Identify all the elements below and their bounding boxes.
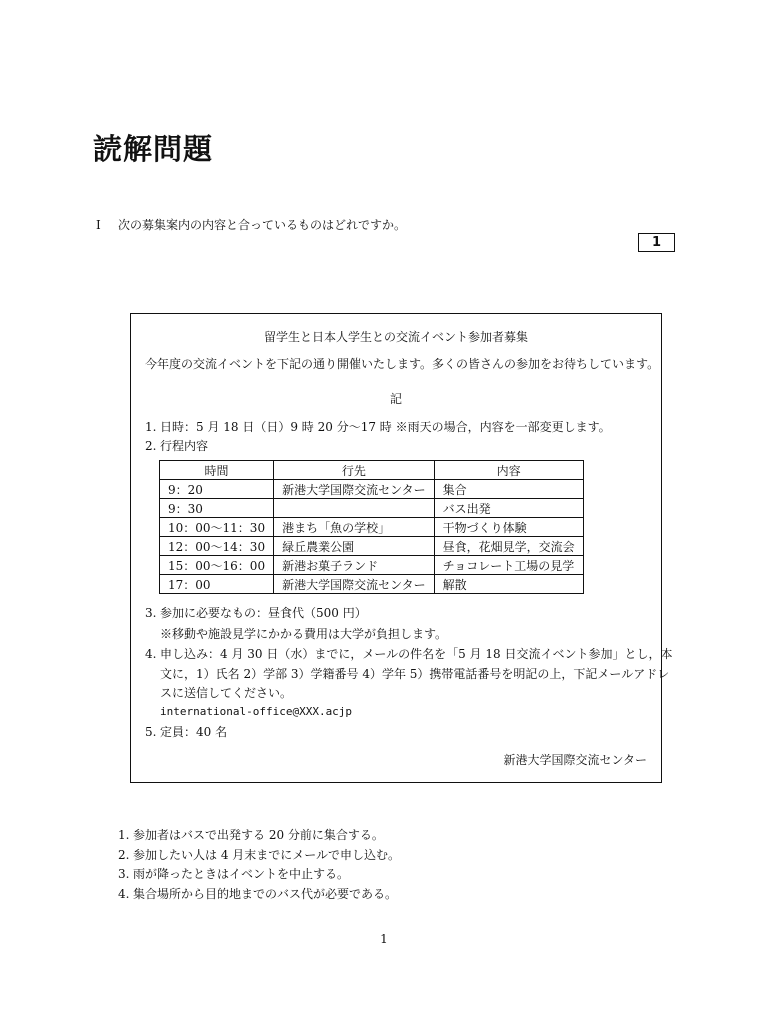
- table-row: [160, 537, 584, 556]
- cell-destination: [274, 499, 435, 518]
- question-prompt: [96, 216, 406, 233]
- item-text-line1: 申し込み：4 月 30 日（水）までに，メールの件名を「5 月 18 日交流イベント参加」とし，本: [160, 647, 673, 661]
- cell-content: 解散: [434, 575, 583, 594]
- cell-destination: 港まち「魚の学校」: [274, 518, 435, 537]
- item-text: 定員：40 名: [160, 725, 228, 739]
- answer-choice-3: [118, 865, 349, 882]
- cell-content: バス出発: [434, 499, 583, 518]
- cell-time: 15：00〜16：00: [160, 556, 274, 575]
- notice-ki-label: 記: [389, 392, 402, 406]
- cell-destination: 新港大学国際交流センター: [274, 480, 435, 499]
- notice-item-apply-line2: 文に，1）氏名 2）学部 3）学籍番号 4）学年 5）携帯電話番号を明記の上，下記メールアドレ: [160, 667, 670, 681]
- cell-time: 9：20: [160, 480, 274, 499]
- page-number: 1: [380, 932, 388, 946]
- choice-text: 参加者はバスで出発する 20 分前に集合する。: [133, 828, 384, 842]
- item-number: 2.: [145, 439, 157, 453]
- answer-choice-2: [118, 846, 400, 863]
- email-address: international-office@XXX.acjp: [160, 705, 353, 718]
- table-row: [160, 480, 584, 499]
- answer-choice-4: [118, 885, 397, 902]
- question-text: 次の募集案内の内容と合っているものはどれですか。: [118, 218, 407, 232]
- choice-number: 3.: [118, 867, 130, 881]
- notice-box: [130, 313, 673, 783]
- table-header-row: [160, 461, 584, 480]
- item-text: 参加に必要なもの：昼食代（500 円）: [160, 606, 367, 620]
- choice-number: 2.: [118, 848, 130, 862]
- cell-content: 昼食，花畑見学，交流会: [434, 537, 583, 556]
- header-time: 時間: [160, 461, 274, 480]
- cell-destination: 新港大学国際交流センター: [274, 575, 435, 594]
- schedule-table: [159, 460, 584, 594]
- page-title: 読解問題: [93, 132, 214, 166]
- notice-signature: 新港大学国際交流センター: [503, 753, 647, 767]
- item-text: 行程内容: [160, 439, 209, 453]
- item-number: 5.: [145, 725, 157, 739]
- choice-number: 1.: [118, 828, 130, 842]
- choice-text: 雨が降ったときはイベントを中止する。: [133, 867, 350, 881]
- table-row: [160, 556, 584, 575]
- header-content: 内容: [434, 461, 583, 480]
- cell-time: 12：00〜14：30: [160, 537, 274, 556]
- table-row: [160, 575, 584, 594]
- notice-item-bring-note: ※移動や施設見学にかかる費用は大学が負担します。: [160, 627, 448, 641]
- header-destination: 行先: [274, 461, 435, 480]
- cell-time: 9：30: [160, 499, 274, 518]
- notice-item-apply-line3: スに送信してください。: [160, 686, 293, 700]
- notice-item-apply: [145, 645, 672, 662]
- choice-number: 4.: [118, 887, 130, 901]
- item-text: 日時：5 月 18 日（日）9 時 20 分〜17 時 ※雨天の場合，内容を一部変更します。: [160, 420, 611, 434]
- answer-choice-1: [118, 826, 384, 843]
- cell-destination: 新港お菓子ランド: [274, 556, 435, 575]
- choice-text: 集合場所から目的地までのバス代が必要である。: [133, 887, 398, 901]
- notice-item-bring: [145, 604, 367, 621]
- notice-item-capacity: [145, 723, 227, 740]
- cell-content: チョコレート工場の見学: [434, 556, 583, 575]
- notice-intro: 今年度の交流イベントを下記の通り開催いたします。多くの皆さんの参加をお待ちしています。: [145, 357, 660, 371]
- table-row: [160, 518, 584, 537]
- answer-number-box: 1: [638, 233, 675, 252]
- table-row: [160, 499, 584, 518]
- item-number: 1.: [145, 420, 157, 434]
- question-number: Ⅰ: [96, 218, 101, 232]
- cell-time: 10：00〜11：30: [160, 518, 274, 537]
- cell-destination: 緑丘農業公園: [274, 537, 435, 556]
- choice-text: 参加したい人は 4 月末までにメールで申し込む。: [133, 848, 401, 862]
- notice-item-datetime: [145, 418, 611, 435]
- cell-time: 17：00: [160, 575, 274, 594]
- item-number: 3.: [145, 606, 157, 620]
- item-number: 4.: [145, 647, 157, 661]
- cell-content: 集合: [434, 480, 583, 499]
- cell-content: 干物づくり体験: [434, 518, 583, 537]
- notice-item-schedule: [145, 437, 208, 454]
- notice-heading: 留学生と日本人学生との交流イベント参加者募集: [263, 330, 528, 344]
